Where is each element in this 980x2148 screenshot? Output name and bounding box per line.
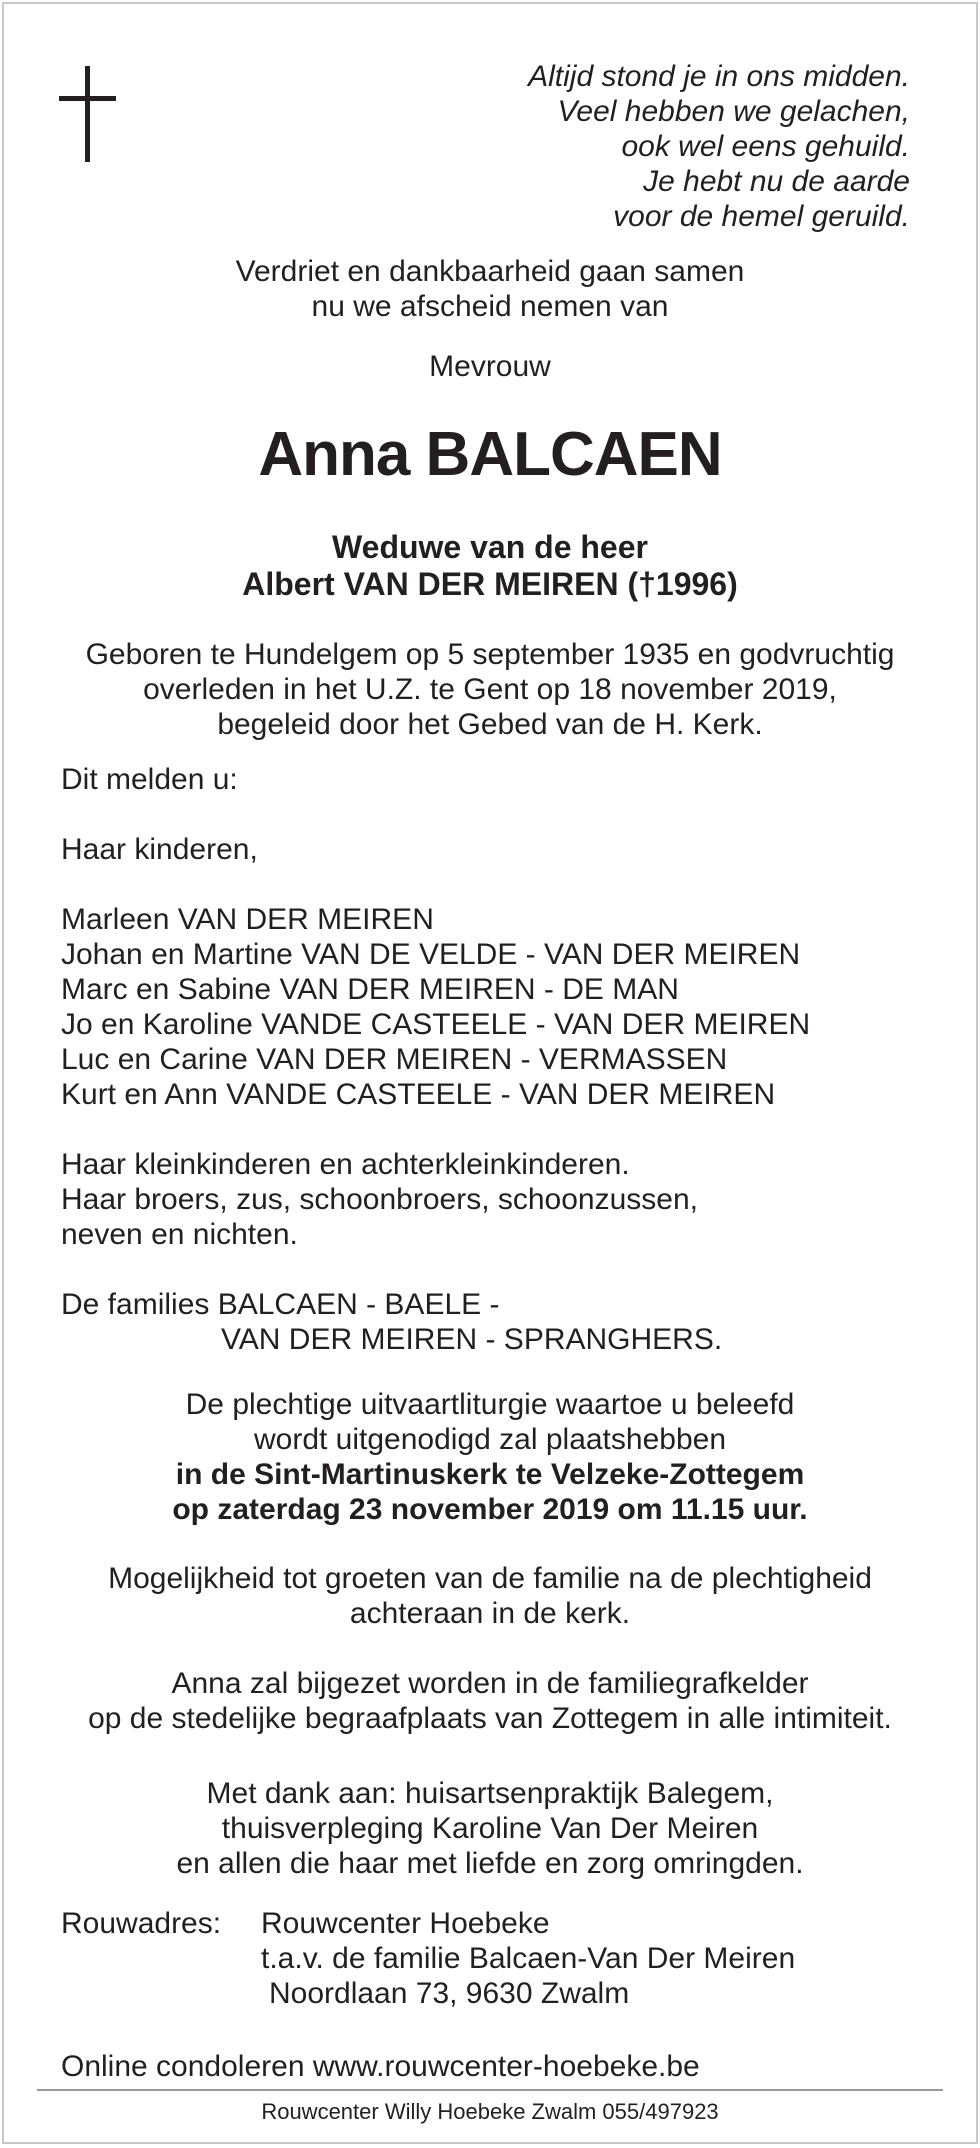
cross-icon [85,66,90,162]
child-line: Kurt en Ann VANDE CASTEELE - VAN DER MEIREN [61,1078,776,1111]
greeting-line: achteraan in de kerk. [349,1597,631,1630]
footer-credit: Rouwcenter Willy Hoebeke Zwalm 055/497923 [261,2099,719,2124]
poem-line: Je hebt nu de aarde [643,165,910,198]
child-line: Luc en Carine VAN DER MEIREN - VERMASSEN [61,1043,728,1076]
families-line: VAN DER MEIREN - SPRANGHERS. [221,1323,723,1356]
ceremony-datetime: op zaterdag 23 november 2019 om 11.15 uur. [172,1493,808,1526]
intro-text [4,254,976,324]
birth-death-text [4,637,976,742]
greeting-line: Mogelijkheid tot groeten van de familie na de plechtigheid [108,1562,872,1595]
birth-line: begeleid door het Gebed van de H. Kerk. [217,708,763,741]
widow-text [4,529,976,603]
announce-line: Dit melden u: [61,763,238,796]
intro-line: nu we afscheid nemen van [311,290,669,323]
address-line: t.a.v. de familie Balcaen-Van Der Meiren [261,1942,796,1975]
families-line: De families BALCAEN - BAELE - [61,1288,500,1321]
thanks-line: thuisverpleging Karoline Van Der Meiren [221,1812,759,1845]
ceremony-location: in de Sint-Martinuskerk te Velzeke-Zottegem [175,1458,805,1491]
ceremony-line: wordt uitgenodigd zal plaatshebben [253,1423,727,1456]
poem-line: Altijd stond je in ons midden. [528,60,910,93]
child-line: Jo en Karoline VANDE CASTEELE - VAN DER MEIREN [61,1008,811,1041]
child-line: Marc en Sabine VAN DER MEIREN - DE MAN [61,973,679,1006]
poem-line: ook wel eens gehuild. [621,130,910,163]
burial-text [4,1666,976,1736]
footer-divider [37,2089,943,2091]
thanks-line: Met dank aan: huisartsenpraktijk Balegem, [206,1777,774,1810]
salutation: Mevrouw [429,350,551,383]
birth-line: overleden in het U.Z. te Gent op 18 november 2019, [143,673,837,706]
cross-icon-bar [59,96,116,101]
child-line: Johan en Martine VAN DE VELDE - VAN DER MEIREN [61,938,801,971]
address-label: Rouwadres: [61,1907,222,1940]
thanks-text [4,1776,976,1881]
obituary-card [2,2,978,2144]
child-line: Marleen VAN DER MEIREN [61,903,434,936]
online-condolence-link[interactable]: Online condoleren www.rouwcenter-hoebeke.be [61,2050,700,2083]
greeting-text [4,1561,976,1631]
relatives-line: Haar broers, zus, schoonbroers, schoonzussen, [61,1183,698,1216]
widow-line: Weduwe van de heer [332,529,648,565]
burial-line: op de stedelijke begraafplaats van Zottegem in alle intimiteit. [88,1702,892,1735]
children-heading: Haar kinderen, [61,833,258,866]
ceremony-text [4,1387,976,1527]
relatives-line: Haar kleinkinderen en achterkleinkinderen. [61,1148,630,1181]
widow-line: Albert VAN DER MEIREN (†1996) [242,566,738,602]
poem-line: Veel hebben we gelachen, [557,95,910,128]
burial-line: Anna zal bijgezet worden in de familiegrafkelder [171,1667,809,1700]
poem-line: voor de hemel geruild. [613,200,910,233]
address-line: Rouwcenter Hoebeke [261,1907,550,1940]
relatives-line: neven en nichten. [61,1218,298,1251]
thanks-line: en allen die haar met liefde en zorg omringden. [176,1847,804,1880]
family-block [61,762,810,1357]
ceremony-line: De plechtige uitvaartliturgie waartoe u beleefd [185,1388,795,1421]
birth-line: Geboren te Hundelgem op 5 september 1935 en godvruchtig [85,638,895,671]
address-line: Noordlaan 73, 9630 Zwalm [269,1977,630,2010]
intro-line: Verdriet en dankbaarheid gaan samen [235,255,745,288]
poem [528,59,910,234]
deceased-name: Anna BALCAEN [258,420,722,489]
